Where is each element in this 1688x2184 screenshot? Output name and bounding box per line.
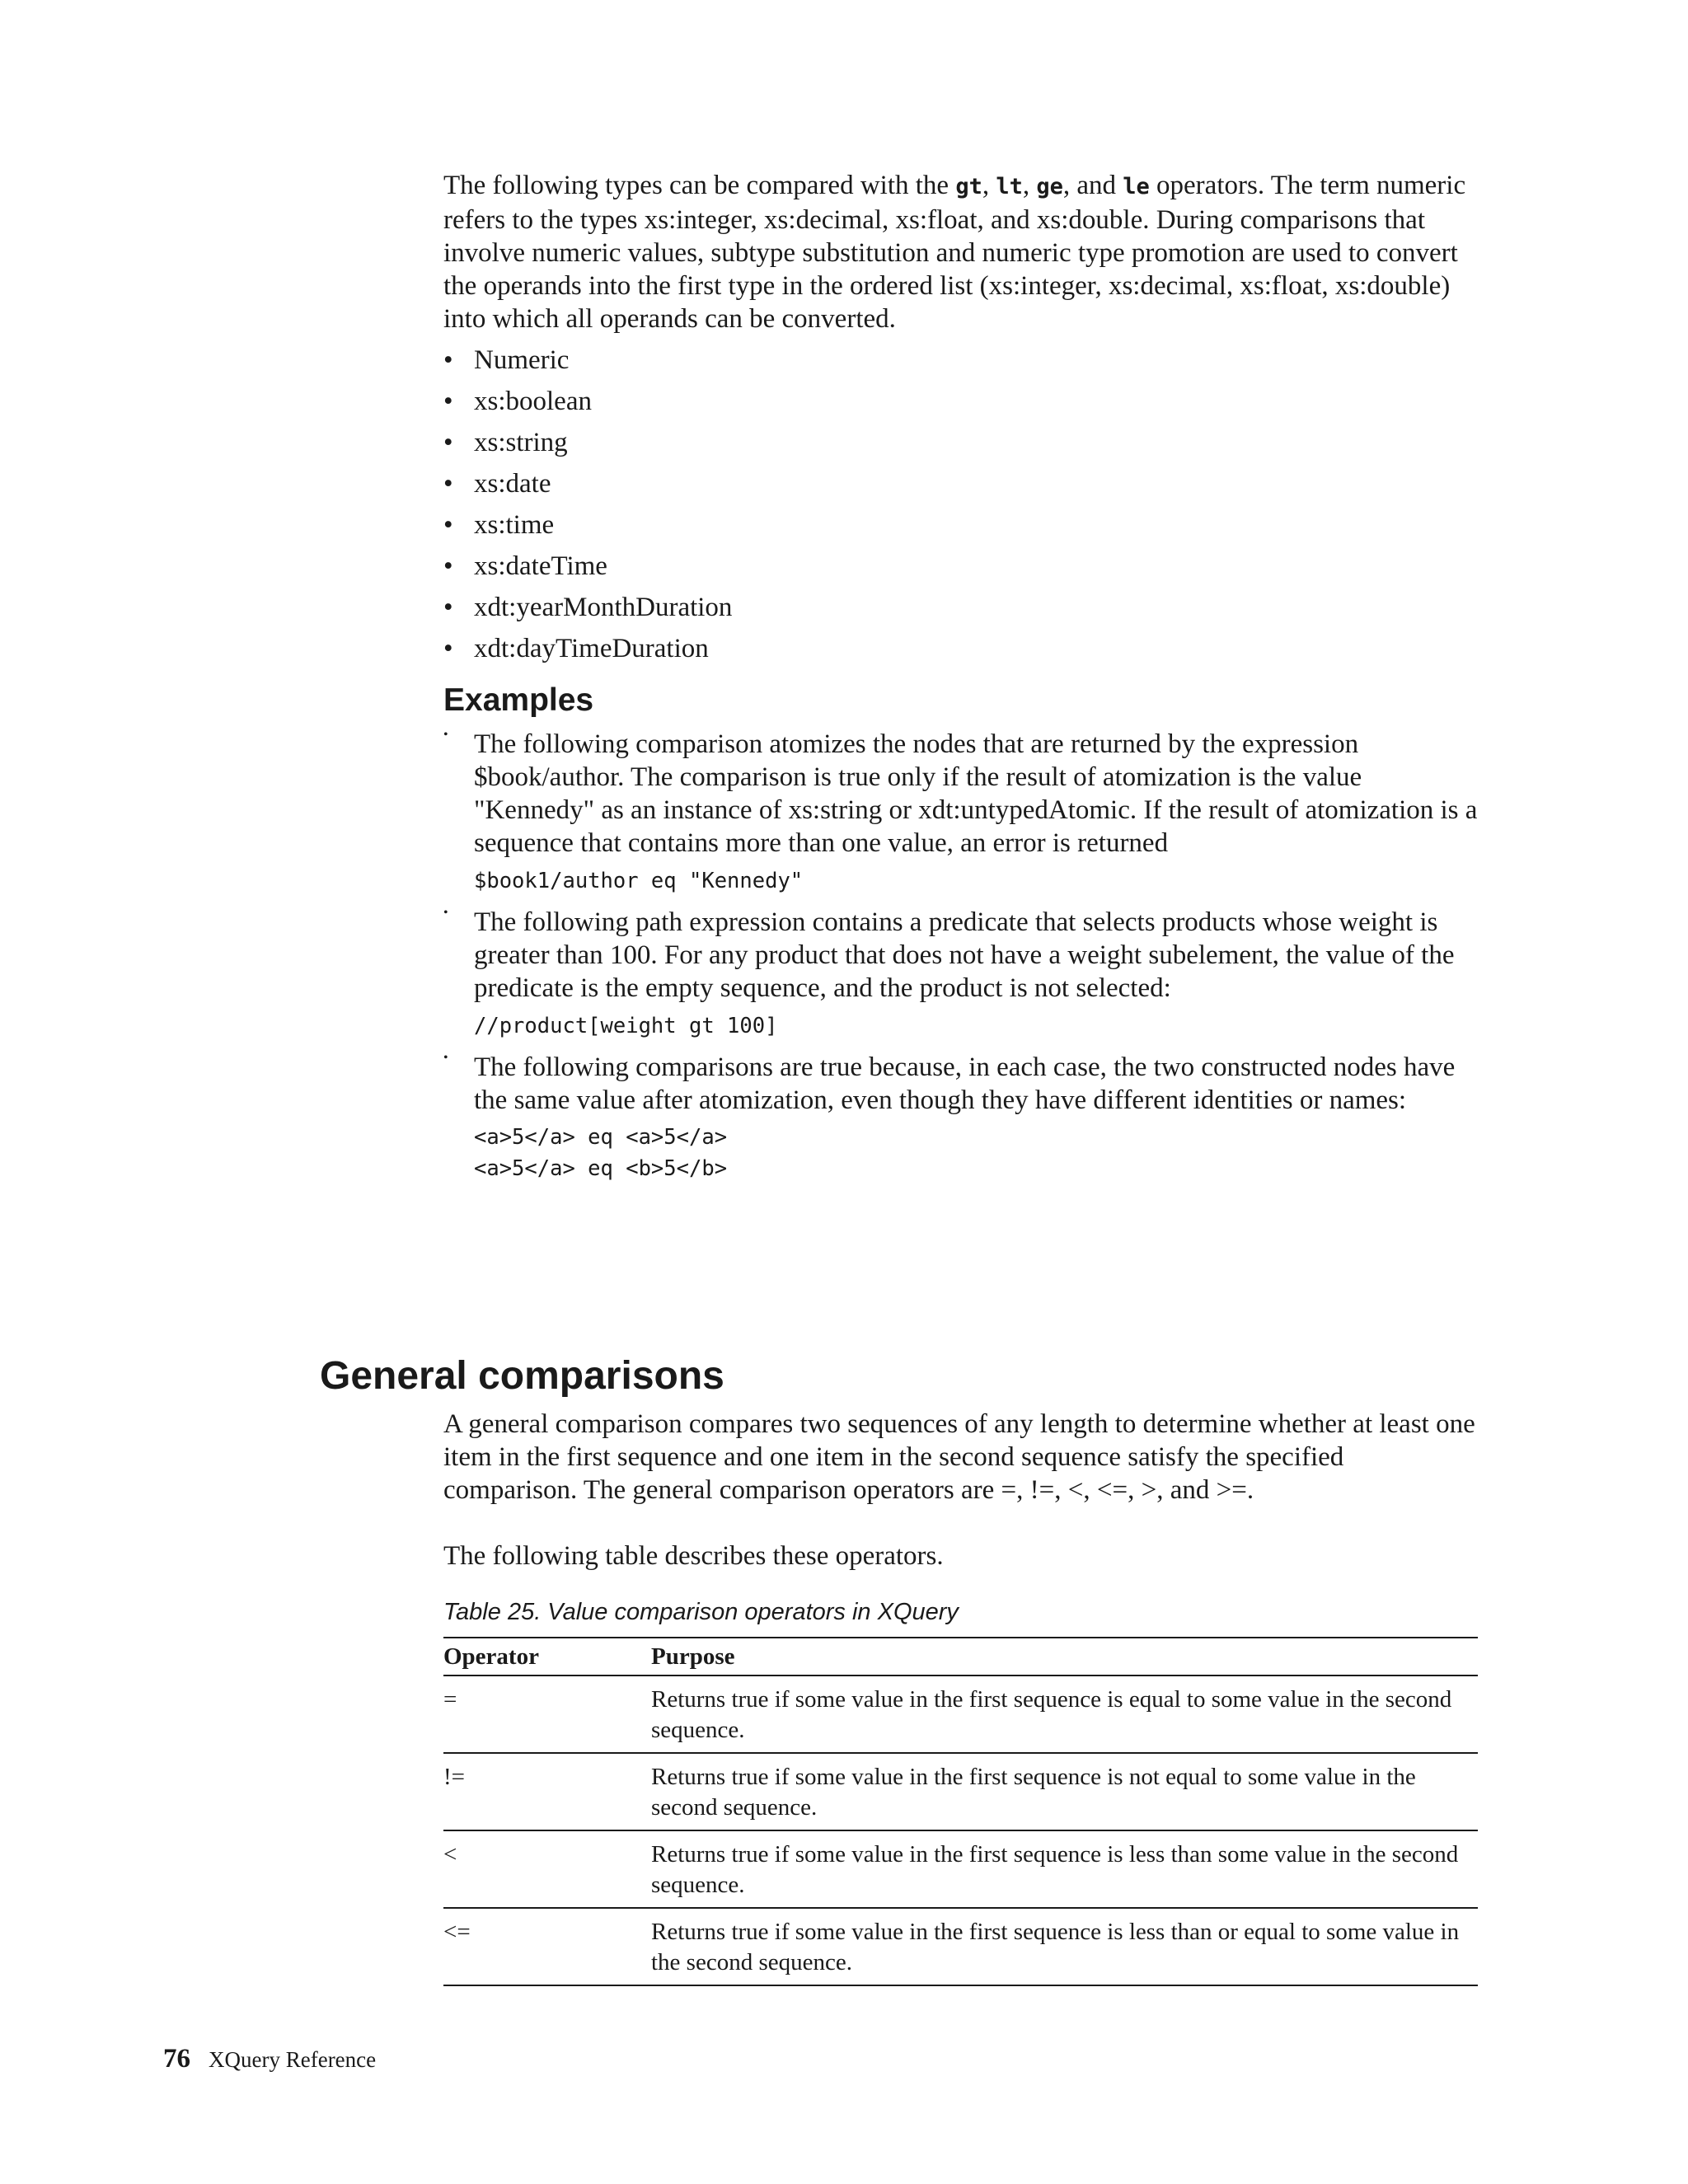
- table-intro: The following table describes these operators.: [443, 1541, 944, 1571]
- bullet-icon: •: [443, 906, 448, 920]
- bullet-icon: •: [443, 1051, 448, 1065]
- purpose-cell: Returns true if some value in the first sequence is equal to some value in the second sequence.: [651, 1686, 1452, 1743]
- type-label: xs:time: [474, 510, 555, 540]
- intro-text-2: operators. The term numeric refers to the types xs:integer, xs:decimal, xs:float, and xs:double. During comparisons that involve numeric values, subtype substitution and numeric type promotion are used to convert the operands into the first type in the ordered list (xs:integer, xs:decimal, xs:float, xs:double) into which all operands can be converted.: [443, 171, 1466, 334]
- intro-paragraph: [443, 169, 1484, 335]
- code-sample: <a>5</a> eq <a>5</a> <a>5</a> eq <b>5</b>: [474, 1125, 728, 1181]
- bullet-icon: •: [443, 469, 453, 499]
- sep: ,: [982, 171, 996, 200]
- bullet-icon: •: [443, 634, 453, 663]
- sep: ,: [1022, 171, 1037, 200]
- operator-cell: <: [443, 1841, 457, 1868]
- operator-le: le: [1123, 174, 1150, 199]
- general-section: [443, 1408, 1484, 1986]
- table-row: [443, 1908, 1478, 1985]
- bullet-icon: •: [443, 428, 453, 457]
- general-paragraph: A general comparison compares two sequences of any length to determine whether at least one item in the first sequence and one item in the second sequence satisfy the specified comparison. The general comparison operators are =, !=, <, <=, >, and >=.: [443, 1409, 1475, 1505]
- page-number: 76: [163, 2044, 190, 2074]
- operator-lt: lt: [996, 174, 1023, 199]
- purpose-cell: Returns true if some value in the first sequence is less than some value in the second sequence.: [651, 1841, 1459, 1898]
- examples-heading: Examples: [443, 682, 594, 718]
- bullet-icon: •: [443, 387, 453, 416]
- table-row: [443, 1753, 1478, 1830]
- table-row: [443, 1830, 1478, 1908]
- bullet-icon: •: [443, 593, 453, 622]
- column-header-purpose: Purpose: [651, 1643, 735, 1670]
- operator-gt: gt: [955, 174, 982, 199]
- book-title: XQuery Reference: [209, 2047, 377, 2072]
- list-item: [443, 426, 1484, 459]
- examples-list: [443, 728, 1484, 1184]
- example-item: [443, 728, 1484, 898]
- example-item: [443, 906, 1484, 1043]
- type-list: [443, 344, 1484, 665]
- list-item: [443, 344, 1484, 377]
- type-label: xs:date: [474, 469, 551, 499]
- type-label: xs:string: [474, 428, 568, 457]
- code-sample: //product[weight gt 100]: [474, 1014, 778, 1038]
- operators-table: [443, 1637, 1478, 1986]
- code-sample: $book1/author eq "Kennedy": [474, 869, 804, 893]
- type-label: Numeric: [474, 345, 570, 375]
- sep: , and: [1062, 171, 1123, 200]
- page-footer: [163, 2044, 376, 2074]
- main-content: [443, 169, 1484, 1184]
- column-header-operator: Operator: [443, 1643, 539, 1670]
- type-label: xdt:dayTimeDuration: [474, 634, 709, 663]
- operator-cell: !=: [443, 1764, 466, 1790]
- intro-text-1: The following types can be compared with the: [443, 171, 956, 200]
- purpose-cell: Returns true if some value in the first sequence is not equal to some value in the second sequence.: [651, 1764, 1416, 1821]
- example-text: The following comparison atomizes the nodes that are returned by the expression $book/author. The comparison is true only if the result of atomization is the value "Kennedy" as an instance of xs:string or xdt:untypedAtomic. If the result of atomization is a sequence that contains more than one value, an error is returned: [474, 729, 1478, 858]
- list-item: [443, 632, 1484, 665]
- bullet-icon: •: [443, 551, 453, 581]
- list-item: [443, 591, 1484, 624]
- example-text: The following path expression contains a predicate that selects products whose weight is greater than 100. For any product that does not have a weight subelement, the value of the predicate is the empty sequence, and the product is not selected:: [474, 907, 1455, 1003]
- bullet-icon: •: [443, 345, 453, 375]
- purpose-cell: Returns true if some value in the first sequence is less than or equal to some value in the second sequence.: [651, 1919, 1460, 1975]
- bullet-icon: •: [443, 728, 448, 742]
- operator-cell: =: [443, 1686, 457, 1713]
- type-label: xdt:yearMonthDuration: [474, 593, 733, 622]
- section-heading: General comparisons: [320, 1354, 724, 1398]
- table-row: [443, 1675, 1478, 1753]
- list-item: [443, 467, 1484, 500]
- list-item: [443, 550, 1484, 583]
- example-text: The following comparisons are true because, in each case, the two constructed nodes have the same value after atomization, even though they have different identities or names:: [474, 1052, 1456, 1115]
- list-item: [443, 385, 1484, 418]
- operator-cell: <=: [443, 1919, 471, 1945]
- bullet-icon: •: [443, 510, 453, 540]
- type-label: xs:dateTime: [474, 551, 607, 581]
- table-caption: Table 25. Value comparison operators in XQuery: [443, 1599, 959, 1625]
- operator-ge: ge: [1036, 174, 1063, 199]
- type-label: xs:boolean: [474, 387, 592, 416]
- table-header-row: [443, 1638, 1478, 1675]
- example-item: [443, 1051, 1484, 1184]
- list-item: [443, 509, 1484, 541]
